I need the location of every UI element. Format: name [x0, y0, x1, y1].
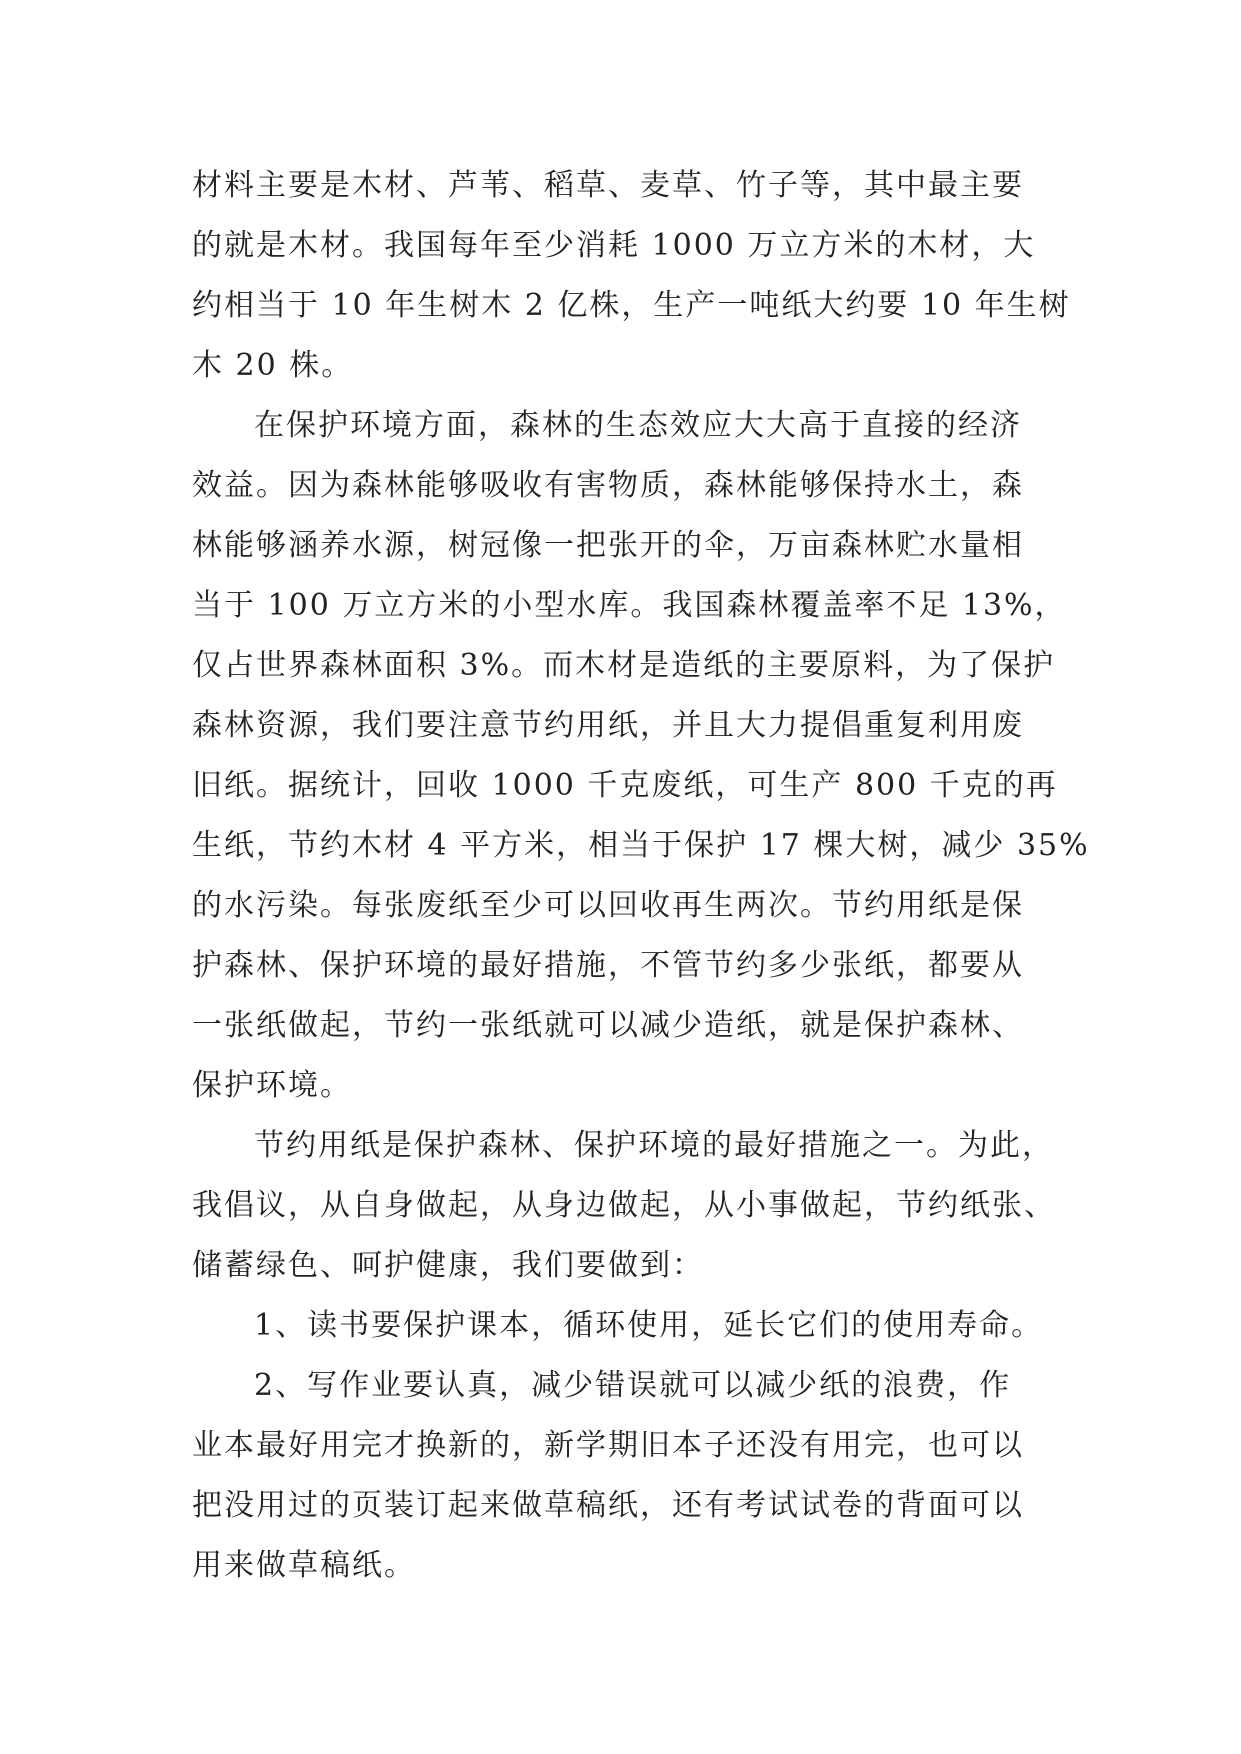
text-line: 仅占世界森林面积 3%。而木材是造纸的主要原料，为了保护	[192, 648, 1056, 683]
text-line: 的水污染。每张废纸至少可以回收再生两次。节约用纸是保	[192, 888, 1024, 923]
text-line: 约相当于 10 年生树木 2 亿株，生产一吨纸大约要 10 年生树	[192, 288, 1071, 323]
paragraph-paper-materials	[192, 156, 1071, 396]
text-line: 2、写作业要认真，减少错误就可以减少纸的浪费，作	[254, 1368, 1012, 1403]
paragraph-proposal	[192, 1116, 1056, 1296]
text-line: 生纸，节约木材 4 平方米，相当于保护 17 棵大树，减少 35%	[192, 828, 1090, 863]
text-line: 一张纸做起，节约一张纸就可以减少造纸，就是保护森林、	[192, 1008, 1024, 1043]
text-line: 业本最好用完才换新的，新学期旧本子还没有用完，也可以	[192, 1428, 1024, 1463]
text-line: 储蓄绿色、呵护健康，我们要做到：	[192, 1248, 704, 1283]
list-item-1	[192, 1296, 1052, 1356]
text-line: 把没用过的页装订起来做草稿纸，还有考试试卷的背面可以	[192, 1488, 1024, 1523]
list-item-2	[192, 1356, 1052, 1596]
text-line: 旧纸。据统计，回收 1000 千克废纸，可生产 800 千克的再	[192, 768, 1058, 803]
paragraph-forest-protection	[192, 396, 1090, 1116]
text-line: 当于 100 万立方米的小型水库。我国森林覆盖率不足 13%，	[192, 588, 1067, 623]
document-body	[192, 156, 1090, 1596]
text-line: 森林资源，我们要注意节约用纸，并且大力提倡重复利用废	[192, 708, 1024, 743]
text-line: 护森林、保护环境的最好措施，不管节约多少张纸，都要从	[192, 948, 1024, 983]
text-line: 我倡议，从自身做起，从身边做起，从小事做起，节约纸张、	[192, 1188, 1056, 1223]
text-line: 在保护环境方面，森林的生态效应大大高于直接的经济	[254, 408, 1022, 443]
text-line: 木 20 株。	[192, 348, 354, 383]
text-line: 林能够涵养水源，树冠像一把张开的伞，万亩森林贮水量相	[192, 528, 1024, 563]
text-line: 保护环境。	[192, 1068, 352, 1103]
text-line: 效益。因为森林能够吸收有害物质，森林能够保持水土，森	[192, 468, 1024, 503]
text-line: 节约用纸是保护森林、保护环境的最好措施之一。为此，	[254, 1128, 1054, 1163]
text-line: 1、读书要保护课本，循环使用，延长它们的使用寿命。	[254, 1308, 1044, 1343]
text-line: 用来做草稿纸。	[192, 1548, 416, 1583]
text-line: 的就是木材。我国每年至少消耗 1000 万立方米的木材，大	[192, 228, 1036, 263]
text-line: 材料主要是木材、芦苇、稻草、麦草、竹子等，其中最主要	[192, 168, 1024, 203]
